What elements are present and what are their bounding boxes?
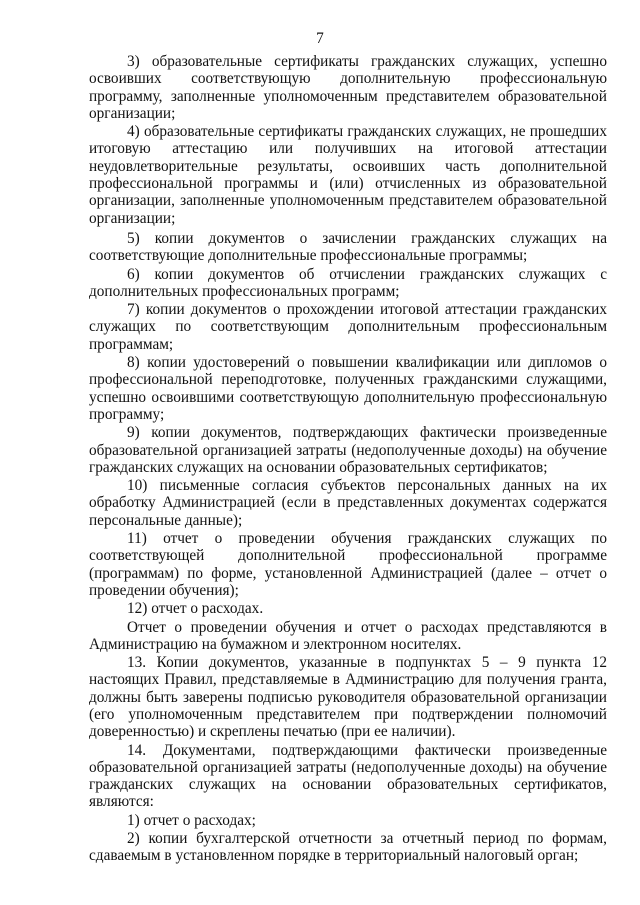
paragraph-item-4: 4) образовательные сертификаты гражданских служащих, не прошедших итоговую аттестацию или получивших на итоговой аттестации неудовлетворительные результаты, освоивших часть дополнительной профессиональной программы и (или) отчисленных из образовательной организации, заполненные уполномоченным представителем образовательной организации; bbox=[89, 123, 607, 227]
paragraph-section-14-item-2: 2) копии бухгалтерской отчетности за отчетный период по формам, сдаваемым в установленном порядке в территориальный налоговый орган; bbox=[89, 830, 607, 865]
paragraph-item-10: 10) письменные согласия субъектов персональных данных на их обработку Администрацией (если в представленных документах содержатся персональные данные); bbox=[89, 477, 607, 529]
paragraph-item-6: 6) копии документов об отчислении гражданских служащих с дополнительных профессиональных программ; bbox=[89, 265, 607, 300]
paragraph-section-13: 13. Копии документов, указанные в подпунктах 5 – 9 пункта 12 настоящих Правил, представляемые в Администрацию для получения гранта, должны быть заверены подписью руководителя образовательной организации (его уполномоченным представителем при подтверждении полномочий доверенностью) и скреплены печатью (при ее наличии). bbox=[89, 654, 607, 741]
paragraph-item-11: 11) отчет о проведении обучения гражданских служащих по соответствующей дополнительной профессиональной программе (программам) по форме, установленной Администрацией (далее – отчет о проведении обучения); bbox=[89, 530, 607, 599]
paragraph-item-3: 3) образовательные сертификаты гражданских служащих, успешно освоивших соответствующую дополнительную профессиональную программу, заполненные уполномоченным представителем образовательной организации; bbox=[89, 53, 607, 122]
paragraph-item-5: 5) копии документов о зачислении гражданских служащих на соответствующие дополнительные профессиональные программы; bbox=[89, 229, 607, 265]
paragraph-item-8: 8) копии удостоверений о повышении квалификации или дипломов о профессиональной переподготовке, полученных гражданскими служащими, успешно освоившими соответствующую дополнительную профессиональную программу; bbox=[89, 354, 607, 423]
paragraph-item-7: 7) копии документов о прохождении итоговой аттестации гражданских служащих по соответствующим дополнительным профессиональным программам; bbox=[89, 301, 607, 353]
page-number: 7 bbox=[316, 30, 324, 47]
paragraph-item-9: 9) копии документов, подтверждающих фактически произведенные образовательной организацией затраты (недополученные доходы) на обучение гражданских служащих на основании образовательных сертификатов; bbox=[89, 424, 607, 476]
paragraph-reports-submission: Отчет о проведении обучения и отчет о расходах представляются в Администрацию на бумажном и электронном носителях. bbox=[89, 618, 607, 653]
paragraph-section-14: 14. Документами, подтверждающими фактически произведенные образовательной организацией затраты (недополученные доходы) на обучение гражданских служащих на основании образовательных сертификатов, являются: bbox=[89, 741, 607, 811]
paragraph-section-14-item-1: 1) отчет о расходах; bbox=[127, 811, 256, 829]
paragraph-item-12: 12) отчет о расходах. bbox=[127, 600, 264, 618]
document-body bbox=[89, 53, 607, 865]
